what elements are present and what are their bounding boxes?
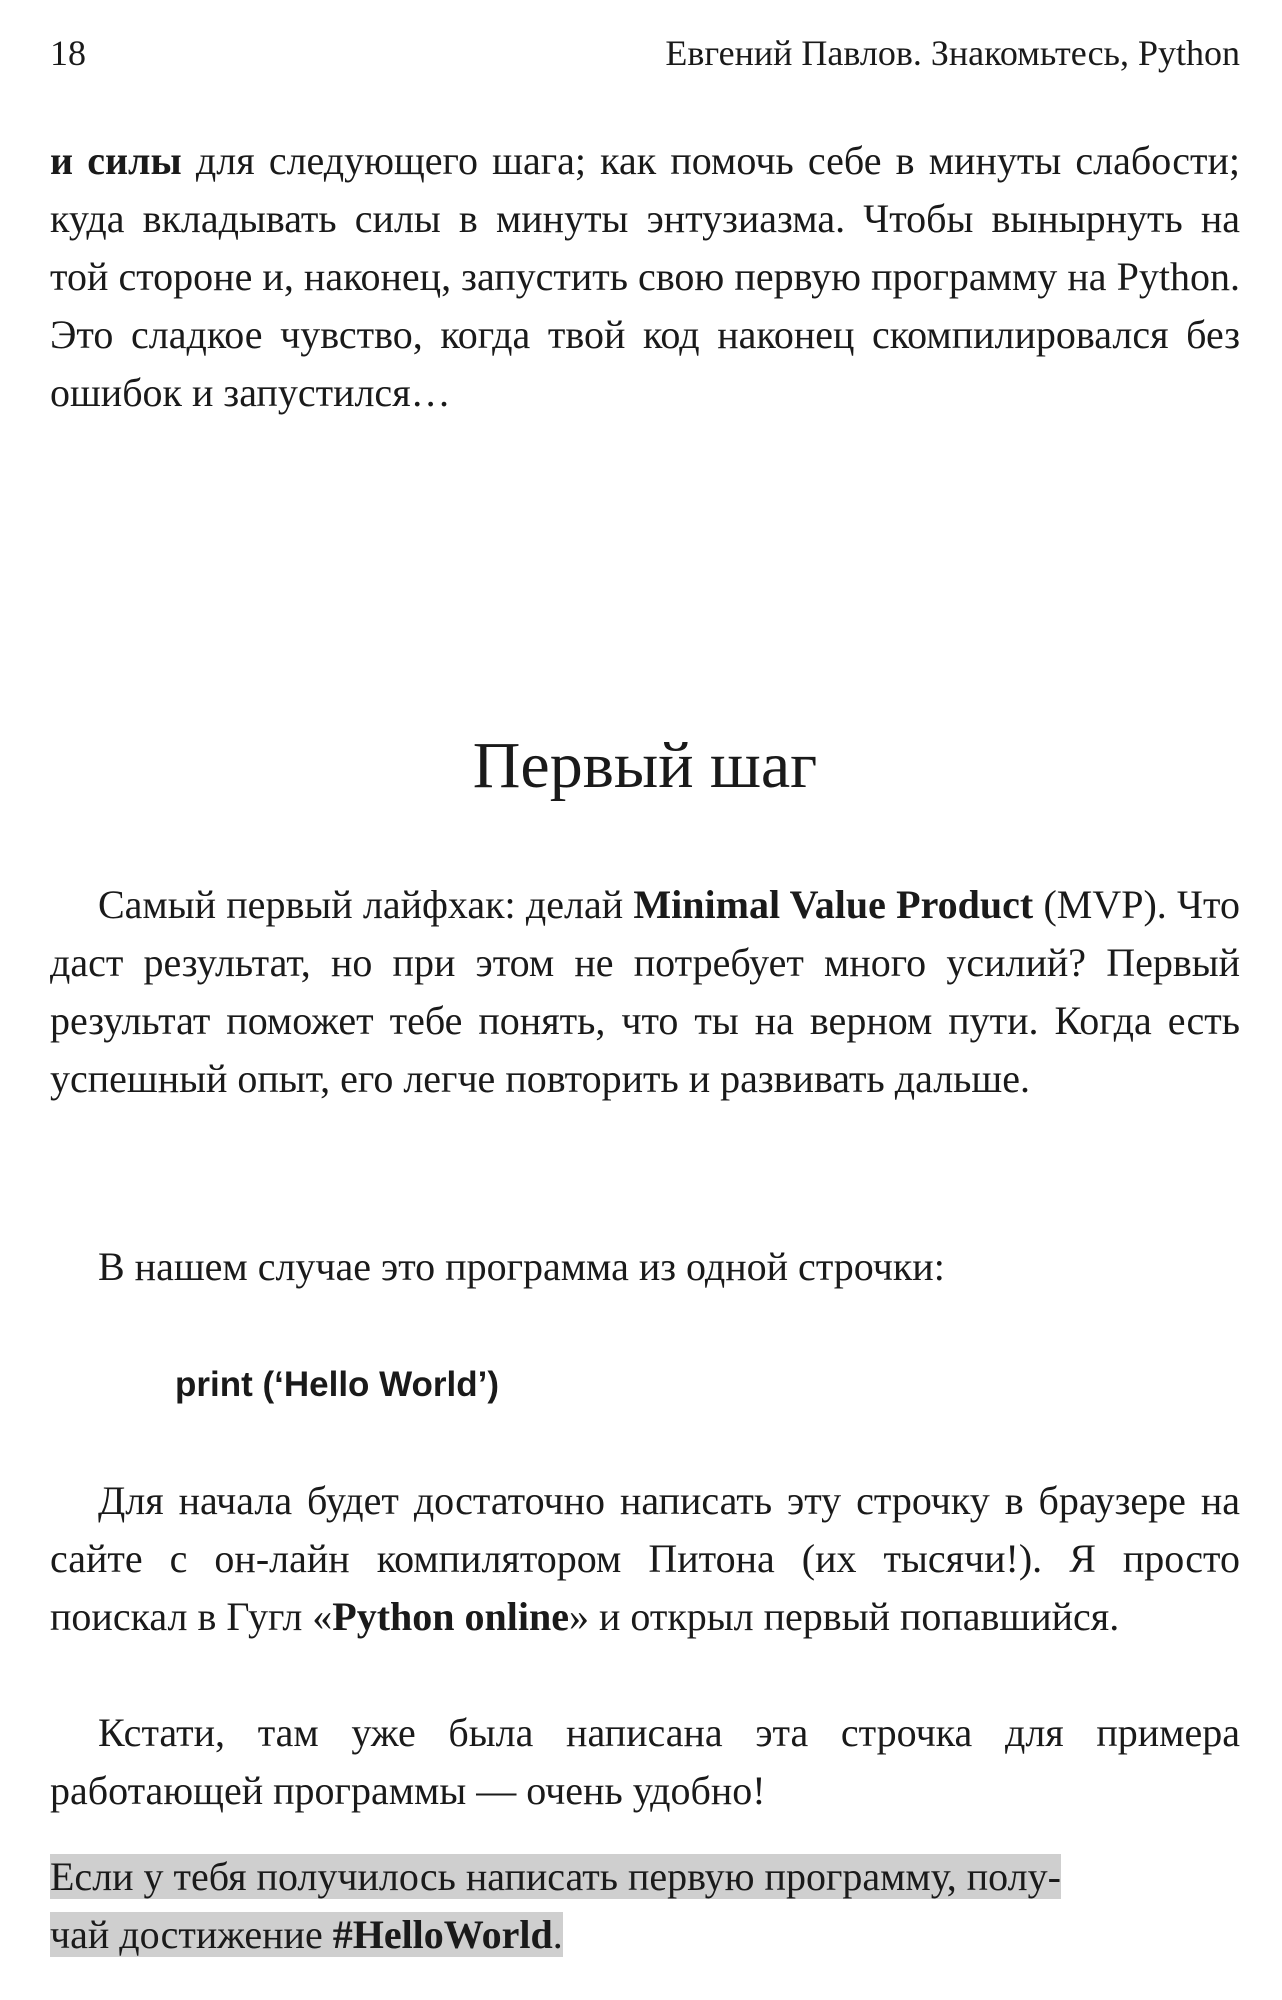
achievement-hashtag: #HelloWorld: [332, 1912, 553, 1957]
mvp-paragraph: [50, 876, 1240, 1108]
browser-bold-term: Python online: [332, 1594, 570, 1639]
achievement-text-after: .: [552, 1912, 563, 1957]
browser-paragraph: [50, 1472, 1240, 1646]
example-paragraph: Кстати, там уже была написана эта строчка для примера работающей программы — очень удобно!: [50, 1710, 1240, 1813]
mvp-text-before: Самый первый лайфхак: делай: [98, 882, 634, 927]
book-page: [50, 0, 1240, 2000]
mvp-text-after: (MVP). Что даст результат, но при этом не потребует много усилий? Первый результат поможет тебе понять, что ты на верном пути. Когда есть успешный опыт, его легче повторить и развивать дальше.: [50, 882, 1240, 1101]
achievement-text-before: чай достижение: [50, 1912, 333, 1957]
page-number: 18: [50, 33, 86, 73]
browser-text-after: » и открыл первый попавшийся.: [569, 1594, 1120, 1639]
code-snippet: print (‘Hello World’): [175, 1365, 500, 1404]
achievement-line-2: [50, 1912, 563, 1957]
browser-text-before: Для начала будет достаточно написать эту строчку в браузере на сайте с он-лайн компилятором Питона (их тысячи!). Я просто поискал в Гугл «: [50, 1478, 1240, 1639]
one-line-paragraph: В нашем случае это программа из одной строчки:: [98, 1244, 945, 1289]
intro-text: для следующего шага; как помочь себе в минуты слабости; куда вкладывать силы в минуты энтузиазма. Чтобы вынырнуть на той стороне и, наконец, запустить свою первую программу на Python. Это сладкое чувство, когда твой код наконец скомпилировался без ошибок и запустился…: [50, 138, 1240, 415]
running-title: Евгений Павлов. Знакомьтесь, Python: [665, 33, 1240, 73]
achievement-paragraph: [50, 1848, 1240, 1964]
intro-paragraph: [50, 132, 1240, 422]
page-header: [50, 32, 1240, 78]
intro-bold-start: и силы: [50, 138, 182, 183]
achievement-line-1: Если у тебя получилось написать первую программу, полу-: [50, 1854, 1061, 1899]
section-heading: Первый шаг: [472, 729, 818, 802]
mvp-bold-term: Minimal Value Product: [633, 882, 1034, 927]
